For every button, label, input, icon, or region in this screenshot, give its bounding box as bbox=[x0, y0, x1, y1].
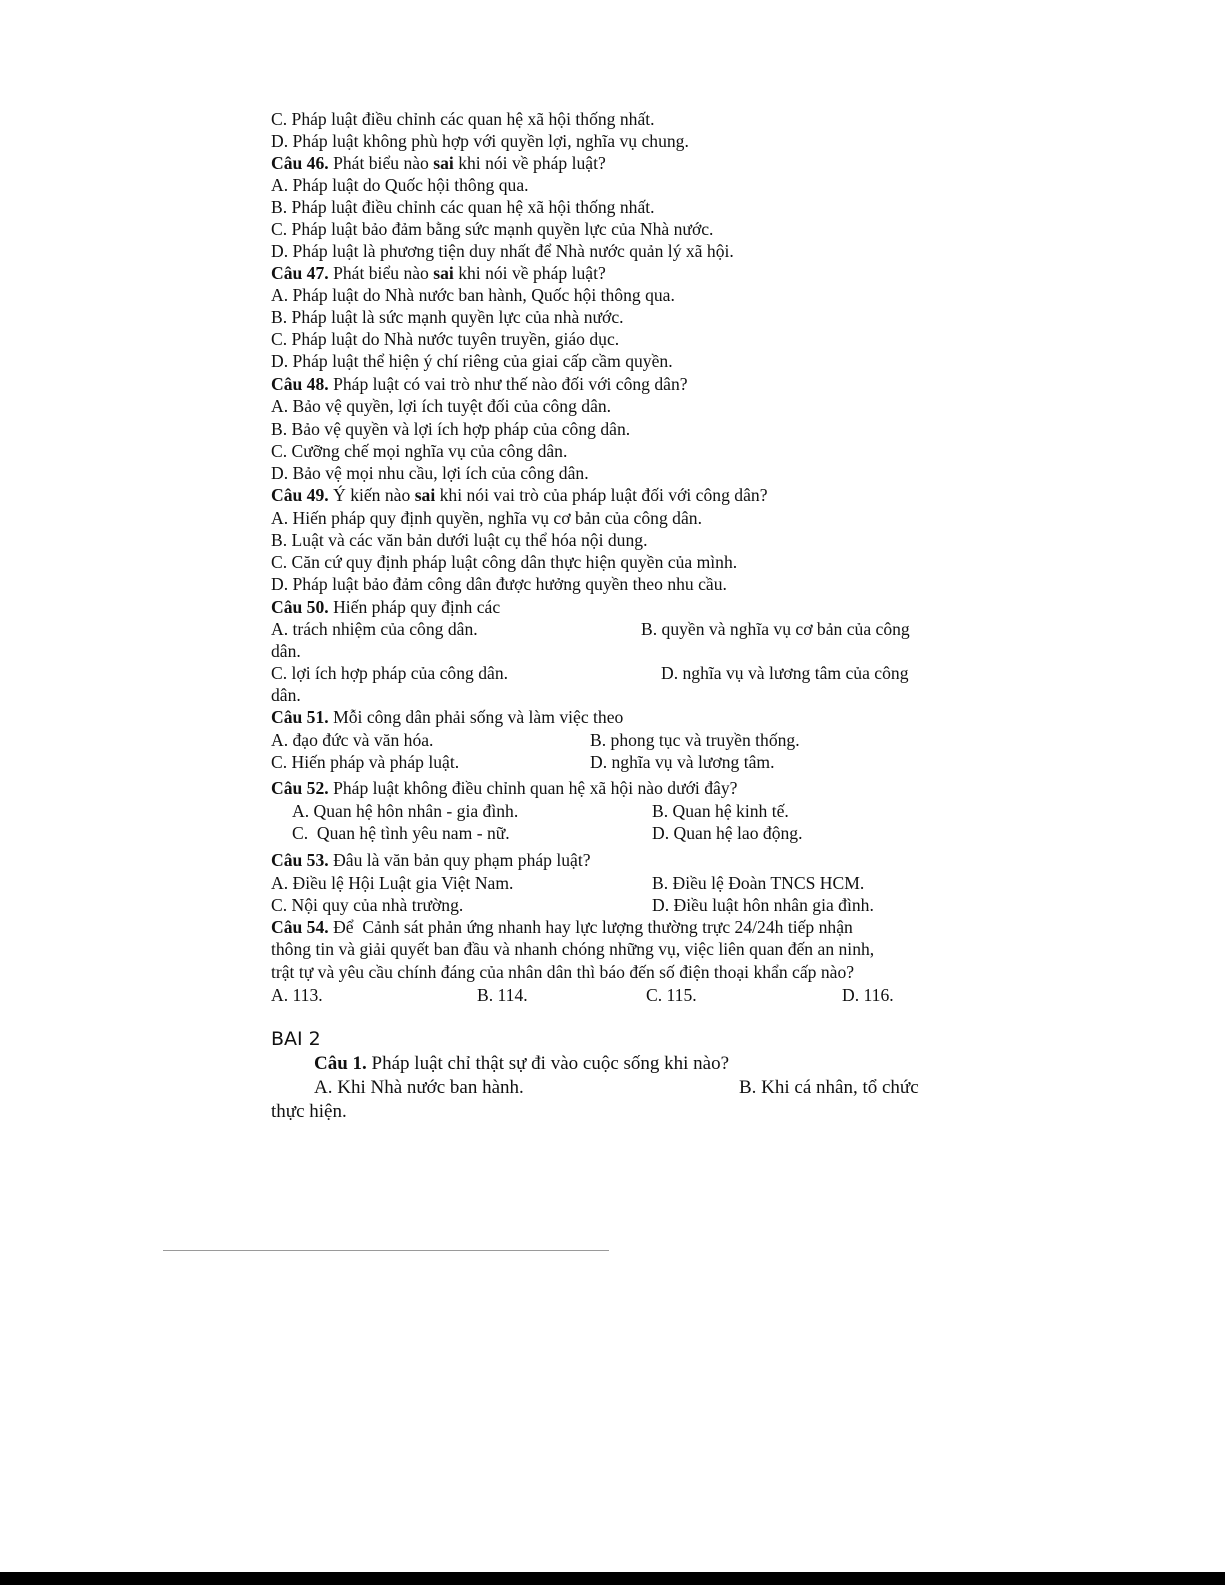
question-54 bbox=[271, 916, 853, 938]
question-number: Câu 49. bbox=[271, 485, 329, 505]
footnote-separator bbox=[163, 1250, 609, 1251]
bottom-edge-bar bbox=[0, 1572, 1225, 1585]
question-text: Pháp luật chỉ thật sự đi vào cuộc sống khi nào? bbox=[366, 1053, 730, 1074]
option-c: C. Pháp luật do Nhà nước tuyên truyền, giáo dục. bbox=[271, 329, 620, 349]
option-a: A. đạo đức và văn hóa. bbox=[271, 730, 434, 750]
emphasis: sai bbox=[414, 485, 436, 505]
question-1 bbox=[314, 1052, 729, 1076]
option-b: B. Khi cá nhân, tổ chức bbox=[739, 1077, 919, 1098]
question-53 bbox=[271, 849, 591, 871]
option-b: B. Bảo vệ quyền và lợi ích hợp pháp của công dân. bbox=[271, 419, 631, 439]
option-c: C. 115. bbox=[646, 985, 697, 1005]
option-d: D. nghĩa vụ và lương tâm của công bbox=[661, 663, 909, 683]
question-text: khi nói vai trò của pháp luật đối với công dân? bbox=[435, 485, 768, 505]
option-b: B. 114. bbox=[477, 985, 528, 1005]
option-c: C. lợi ích hợp pháp của công dân. bbox=[271, 663, 509, 683]
option-a: A. Quan hệ hôn nhân - gia đình. bbox=[292, 801, 519, 821]
question-number: Câu 53. bbox=[271, 850, 329, 870]
option-d: D. Pháp luật thể hiện ý chí riêng của giai cấp cầm quyền. bbox=[271, 351, 673, 371]
question-number: Câu 1. bbox=[314, 1053, 367, 1074]
question-46 bbox=[271, 152, 606, 174]
option-b: B. Quan hệ kinh tế. bbox=[652, 801, 789, 821]
option-c: C. Nội quy của nhà trường. bbox=[271, 895, 464, 915]
question-text: Pháp luật có vai trò như thế nào đối với công dân? bbox=[328, 374, 688, 394]
question-text: Hiến pháp quy định các bbox=[328, 597, 501, 617]
option-a: A. Bảo vệ quyền, lợi ích tuyệt đối của công dân. bbox=[271, 396, 612, 416]
option-d: D. Pháp luật bảo đảm công dân được hưởng quyền theo nhu cầu. bbox=[271, 574, 727, 594]
question-47 bbox=[271, 262, 606, 284]
question-number: Câu 54. bbox=[271, 917, 329, 937]
question-51 bbox=[271, 706, 623, 728]
section-heading: BAI 2 bbox=[271, 1028, 321, 1050]
question-text: khi nói về pháp luật? bbox=[453, 153, 606, 173]
option-d: D. Quan hệ lao động. bbox=[652, 823, 803, 843]
option-a: A. Hiến pháp quy định quyền, nghĩa vụ cơ bản của công dân. bbox=[271, 508, 702, 528]
question-text: khi nói về pháp luật? bbox=[453, 263, 606, 283]
option-a: A. Điều lệ Hội Luật gia Việt Nam. bbox=[271, 873, 514, 893]
option-b: B. quyền và nghĩa vụ cơ bản của công bbox=[641, 619, 910, 639]
question-number: Câu 46. bbox=[271, 153, 329, 173]
question-52 bbox=[271, 777, 737, 799]
question-text: Ý kiến nào bbox=[328, 485, 415, 505]
option-d: D. Điều luật hôn nhân gia đình. bbox=[652, 895, 874, 915]
question-text: Phát biểu nào bbox=[328, 263, 434, 283]
option-b-continued: dân. bbox=[271, 641, 301, 661]
option-d: D. nghĩa vụ và lương tâm. bbox=[590, 752, 775, 772]
option-b: B. Pháp luật là sức mạnh quyền lực của nhà nước. bbox=[271, 307, 624, 327]
option-d-continued: dân. bbox=[271, 685, 301, 705]
option-c: C. Căn cứ quy định pháp luật công dân thực hiện quyền của mình. bbox=[271, 552, 738, 572]
question-text: Đâu là văn bản quy phạm pháp luật? bbox=[328, 850, 591, 870]
option-c: C. Hiến pháp và pháp luật. bbox=[271, 752, 460, 772]
option-c: C. Quan hệ tình yêu nam - nữ. bbox=[292, 823, 510, 843]
option-c: C. Cưỡng chế mọi nghĩa vụ của công dân. bbox=[271, 441, 568, 461]
question-54-line-2: thông tin và giải quyết ban đầu và nhanh chóng những vụ, việc liên quan đến an ninh, bbox=[271, 939, 875, 959]
line-c-prev: C. Pháp luật điều chỉnh các quan hệ xã hội thống nhất. bbox=[271, 109, 655, 129]
question-text: Phát biểu nào bbox=[328, 153, 434, 173]
option-b: B. Pháp luật điều chỉnh các quan hệ xã hội thống nhất. bbox=[271, 197, 655, 217]
option-a: A. trách nhiệm của công dân. bbox=[271, 619, 478, 639]
emphasis: sai bbox=[433, 153, 454, 173]
question-number: Câu 52. bbox=[271, 778, 329, 798]
option-a: A. Pháp luật do Nhà nước ban hành, Quốc hội thông qua. bbox=[271, 285, 675, 305]
option-b: B. Điều lệ Đoàn TNCS HCM. bbox=[652, 873, 865, 893]
option-d: D. Pháp luật là phương tiện duy nhất để Nhà nước quản lý xã hội. bbox=[271, 241, 734, 261]
option-a: A. Khi Nhà nước ban hành. bbox=[314, 1077, 524, 1098]
question-number: Câu 51. bbox=[271, 707, 329, 727]
question-49 bbox=[271, 484, 768, 506]
question-48 bbox=[271, 373, 688, 395]
option-b: B. phong tục và truyền thống. bbox=[590, 730, 800, 750]
question-number: Câu 47. bbox=[271, 263, 329, 283]
emphasis: sai bbox=[433, 263, 454, 283]
option-c: C. Pháp luật bảo đảm bằng sức mạnh quyền lực của Nhà nước. bbox=[271, 219, 714, 239]
option-a: A. 113. bbox=[271, 985, 323, 1005]
question-number: Câu 48. bbox=[271, 374, 329, 394]
option-a: A. Pháp luật do Quốc hội thông qua. bbox=[271, 175, 529, 195]
question-text: Mỗi công dân phải sống và làm việc theo bbox=[328, 707, 624, 727]
option-d: D. Bảo vệ mọi nhu cầu, lợi ích của công dân. bbox=[271, 463, 589, 483]
question-50 bbox=[271, 596, 500, 618]
line-d-prev: D. Pháp luật không phù hợp với quyền lợi, nghĩa vụ chung. bbox=[271, 131, 689, 151]
option-d: D. 116. bbox=[842, 985, 894, 1005]
question-text: Pháp luật không điều chỉnh quan hệ xã hội nào dưới đây? bbox=[328, 778, 738, 798]
question-54-line-3: trật tự và yêu cầu chính đáng của nhân dân thì báo đến số điện thoại khẩn cấp nào? bbox=[271, 962, 855, 982]
question-number: Câu 50. bbox=[271, 597, 329, 617]
question-text: Để Cảnh sát phản ứng nhanh hay lực lượng thường trực 24/24h tiếp nhận bbox=[328, 917, 853, 937]
option-b: B. Luật và các văn bản dưới luật cụ thể hóa nội dung. bbox=[271, 530, 648, 550]
option-b-continued: thực hiện. bbox=[271, 1101, 347, 1122]
